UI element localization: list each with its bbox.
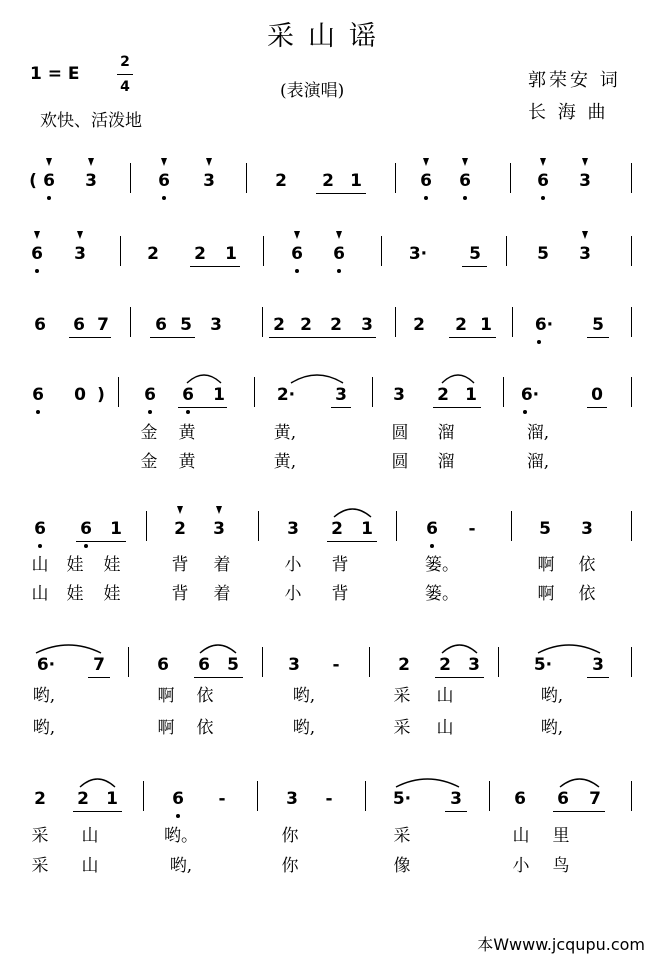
note: - [332,655,340,675]
beam-underline [462,266,487,267]
accent-mark [540,158,546,166]
lyric-syllable: 着 [213,584,231,604]
bar-line [395,163,396,193]
bar-line [128,647,129,677]
lower-octave-dot [176,814,180,818]
lyric-syllable: 山 [81,856,99,876]
note: 2 [174,519,186,539]
beam-underline [150,337,195,338]
note: 6 [43,171,55,191]
note: 6· [520,385,540,405]
lyric-syllable: 溜, [526,423,550,443]
lyric-syllable: 圆 [391,452,409,472]
accent-mark [177,506,183,514]
note: 5 [180,315,192,335]
lyric-syllable: 哟, [169,856,193,876]
time-signature-bar [117,74,133,75]
lyric-syllable: 采 [31,826,49,846]
beam-underline [178,407,227,408]
lyric-syllable: 黄, [273,452,297,472]
note: 3 [579,244,591,264]
note: 6 [73,315,85,335]
lyric-syllable: 黄 [178,423,196,443]
lyric-syllable: 溜 [437,423,455,443]
bar-line [631,377,632,407]
lyric-syllable: 山 [31,584,49,604]
note: 6 [172,789,184,809]
bar-line [262,647,263,677]
note: 7 [97,315,109,335]
lyric-syllable: 像 [393,856,411,876]
note: 6 [198,655,210,675]
accent-mark [462,158,468,166]
beam-underline [587,677,609,678]
lyric-syllable: 里 [552,826,570,846]
beam-underline [88,677,110,678]
slur [186,371,222,385]
note: 1 [361,519,373,539]
note: 3 [393,385,405,405]
lyric-syllable: 小 [284,584,302,604]
lower-octave-dot [148,410,152,414]
beam-underline [269,337,376,338]
note: 3 [581,519,593,539]
note: 6 [333,244,345,264]
lyric-syllable: 小 [512,856,530,876]
slur [35,641,102,655]
note: 0 [74,385,86,405]
note: 2 [34,789,46,809]
lower-octave-dot [541,196,545,200]
note: 3 [450,789,462,809]
lyric-syllable: 背 [171,555,189,575]
accent-mark [46,158,52,166]
note: 6 [32,385,44,405]
accent-mark [88,158,94,166]
note: ) [97,385,105,405]
note: 7 [589,789,601,809]
lower-octave-dot [84,544,88,548]
note: 2 [275,171,287,191]
lyric-syllable: 山 [512,826,530,846]
lyric-syllable: 娃 [66,555,84,575]
lyric-syllable: 金 [140,452,158,472]
beam-underline [435,677,484,678]
lyric-syllable: 哟。 [164,826,198,846]
lyric-syllable: 依 [196,686,214,706]
lyric-syllable: 采 [393,686,411,706]
beam-underline [331,407,351,408]
beam-underline [69,337,111,338]
tempo-marking: 欢快、活泼地 [40,111,142,131]
lyric-syllable: 篓。 [425,584,459,604]
note: 2 [300,315,312,335]
note: 3 [288,655,300,675]
note: 2 [147,244,159,264]
accent-mark [423,158,429,166]
lyric-syllable: 采 [393,718,411,738]
bar-line [262,307,263,337]
note: 1 [465,385,477,405]
bar-line [381,236,382,266]
lyric-syllable: 你 [281,826,299,846]
bar-line [130,307,131,337]
note: 6 [31,244,43,264]
lyric-syllable: 山 [31,555,49,575]
accent-mark [336,231,342,239]
lyric-syllable: 你 [281,856,299,876]
note: - [218,789,226,809]
lyric-syllable: 娃 [66,584,84,604]
slur [395,775,460,789]
lower-octave-dot [337,269,341,273]
lyric-syllable: 啊 [157,718,175,738]
beam-underline [73,811,122,812]
lower-octave-dot [36,410,40,414]
note: - [468,519,476,539]
note: 2 [437,385,449,405]
lower-octave-dot [47,196,51,200]
note: 3 [210,315,222,335]
lyric-syllable: 黄 [178,452,196,472]
bar-line [511,511,512,541]
note: 6 [155,315,167,335]
lyric-syllable: 鸟 [552,856,570,876]
note: 3 [468,655,480,675]
note: 6· [534,315,554,335]
note: 2 [330,315,342,335]
accent-mark [77,231,83,239]
note: 3 [335,385,347,405]
lyric-syllable: 啊 [537,555,555,575]
note: 6 [182,385,194,405]
bar-line [118,377,119,407]
bar-line [510,163,511,193]
accent-mark [216,506,222,514]
note: 3 [592,655,604,675]
beam-underline [553,811,605,812]
lyric-syllable: 背 [331,555,349,575]
lower-octave-dot [35,269,39,273]
note: 6 [157,655,169,675]
note: 0 [591,385,603,405]
lyric-syllable: 依 [578,584,596,604]
performance-note: (表演唱) [280,81,345,101]
bar-line [396,511,397,541]
lyric-syllable: 哟, [292,718,316,738]
note: 2 [331,519,343,539]
bar-line [498,647,499,677]
bar-line [506,236,507,266]
note: 1 [225,244,237,264]
slur [290,371,344,385]
note: 6· [36,655,56,675]
lyric-syllable: 溜 [437,452,455,472]
lyric-syllable: 哟, [32,686,56,706]
note: ( [29,171,37,191]
note: 7 [93,655,105,675]
bar-line [631,511,632,541]
accent-mark [582,158,588,166]
bar-line [120,236,121,266]
bar-line [143,781,144,811]
lyric-syllable: 溜, [526,452,550,472]
note: 3 [85,171,97,191]
lyric-syllable: 着 [213,555,231,575]
lower-octave-dot [430,544,434,548]
slur [333,505,372,519]
note: 3 [286,789,298,809]
time-signature-top: 2 [120,54,130,70]
bar-line [395,307,396,337]
lyric-syllable: 哟, [540,686,564,706]
note: 5 [227,655,239,675]
beam-underline [587,407,607,408]
lyric-syllable: 采 [393,826,411,846]
note: 3 [213,519,225,539]
note: 2 [273,315,285,335]
note: 2 [77,789,89,809]
lower-octave-dot [38,544,42,548]
song-title: 采山谣 [267,21,390,52]
lyric-syllable: 哟, [292,686,316,706]
note: 6 [291,244,303,264]
accent-mark [582,231,588,239]
bar-line [369,647,370,677]
bar-line [631,307,632,337]
bar-line [489,781,490,811]
beam-underline [587,337,609,338]
slur [79,775,116,789]
bar-line [257,781,258,811]
lyric-syllable: 娃 [103,555,121,575]
note: 5 [592,315,604,335]
lyric-syllable: 山 [81,826,99,846]
lyric-syllable: 圆 [391,423,409,443]
bar-line [372,377,373,407]
bar-line [246,163,247,193]
bar-line [254,377,255,407]
accent-mark [161,158,167,166]
lyric-syllable: 啊 [157,686,175,706]
note: 5 [537,244,549,264]
slur [441,641,478,655]
note: 1 [213,385,225,405]
bar-line [631,163,632,193]
note: 6 [34,315,46,335]
lyric-syllable: 小 [284,555,302,575]
note: 2 [439,655,451,675]
time-signature [117,54,133,95]
lyric-syllable: 哟, [32,718,56,738]
beam-underline [445,811,467,812]
note: 3 [579,171,591,191]
lyric-syllable: 哟, [540,718,564,738]
bar-line [631,647,632,677]
lower-octave-dot [537,340,541,344]
lyric-syllable: 金 [140,423,158,443]
note: 6 [80,519,92,539]
lyric-syllable: 篓。 [425,555,459,575]
accent-mark [206,158,212,166]
bar-line [263,236,264,266]
note: 6 [537,171,549,191]
bar-line [146,511,147,541]
lyric-syllable: 依 [578,555,596,575]
note: 5 [539,519,551,539]
accent-mark [34,231,40,239]
note: 2 [413,315,425,335]
beam-underline [190,266,240,267]
note: 5 [469,244,481,264]
lyric-syllable: 依 [196,718,214,738]
note: 6 [158,171,170,191]
slur [537,641,601,655]
note: 2 [322,171,334,191]
bar-line [130,163,131,193]
slur [441,371,475,385]
lower-octave-dot [424,196,428,200]
note: 5· [533,655,553,675]
note: 6 [557,789,569,809]
lyric-syllable: 山 [436,686,454,706]
lower-octave-dot [463,196,467,200]
slur [559,775,600,789]
note: 2 [194,244,206,264]
beam-underline [449,337,496,338]
lyric-syllable: 背 [331,584,349,604]
note: 5· [392,789,412,809]
lyric-syllable: 采 [31,856,49,876]
note: 6 [420,171,432,191]
lyricist-credit: 郭荣安 词 [528,70,621,91]
beam-underline [194,677,243,678]
lyric-syllable: 山 [436,718,454,738]
lower-octave-dot [295,269,299,273]
lyric-syllable: 黄, [273,423,297,443]
accent-mark [294,231,300,239]
note: 6 [459,171,471,191]
beam-underline [316,193,366,194]
lyric-syllable: 背 [171,584,189,604]
key-signature: 1 = E [30,64,80,84]
note: 3 [74,244,86,264]
note: 6 [144,385,156,405]
note: 3 [361,315,373,335]
beam-underline [327,541,377,542]
note: 2 [455,315,467,335]
note: 3 [287,519,299,539]
slur [199,641,237,655]
bar-line [512,307,513,337]
bar-line [631,781,632,811]
bar-line [631,236,632,266]
note: 1 [480,315,492,335]
note: 1 [106,789,118,809]
beam-underline [76,541,126,542]
bar-line [503,377,504,407]
note: 3 [203,171,215,191]
note: 1 [110,519,122,539]
note: 6 [514,789,526,809]
lower-octave-dot [186,410,190,414]
beam-underline [433,407,481,408]
note: - [325,789,333,809]
note: 2 [398,655,410,675]
composer-credit: 长 海 曲 [528,102,609,123]
lyric-syllable: 娃 [103,584,121,604]
note: 6 [426,519,438,539]
note: 1 [350,171,362,191]
bar-line [365,781,366,811]
note: 3· [408,244,428,264]
lower-octave-dot [523,410,527,414]
time-signature-bottom: 4 [120,79,130,95]
note: 6 [34,519,46,539]
note: 2· [276,385,296,405]
lower-octave-dot [162,196,166,200]
lyric-syllable: 啊 [537,584,555,604]
watermark: 本Wwww.jcqupu.com [477,935,645,954]
bar-line [258,511,259,541]
